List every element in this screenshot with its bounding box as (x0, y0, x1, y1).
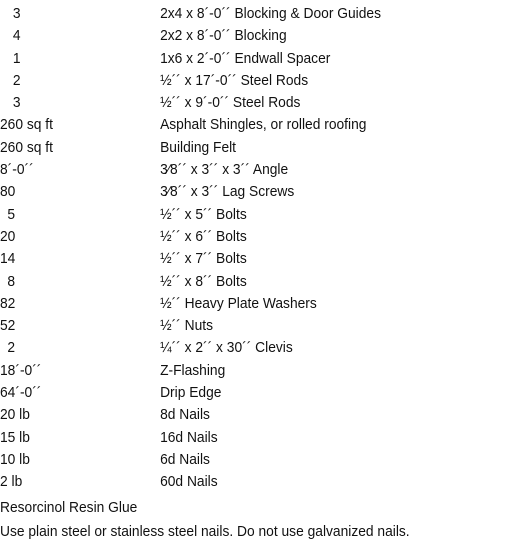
material-row (0, 137, 482, 159)
material-row (0, 181, 482, 203)
material-description: 6d Nails (160, 450, 210, 468)
material-description: Asphalt Shingles, or rolled roofing (160, 116, 367, 134)
material-quantity: 52 (0, 317, 16, 335)
material-row (0, 3, 482, 25)
material-row (0, 70, 482, 92)
material-row (0, 360, 482, 382)
material-quantity: 64´-0´´ (0, 384, 42, 402)
material-row (0, 48, 482, 70)
material-description: 8d Nails (160, 406, 210, 424)
material-quantity: 2 (12, 71, 21, 89)
material-row (0, 25, 482, 47)
material-quantity: 10 lb (0, 450, 30, 468)
material-description: 2x2 x 8´-0´´ Blocking (160, 27, 287, 45)
nail-note: Use plain steel or stainless steel nails. Do not use galvanized nails. (0, 523, 410, 540)
material-row (0, 315, 482, 337)
glue-line: Resorcinol Resin Glue (0, 499, 138, 516)
material-quantity: 260 sq ft (0, 116, 53, 134)
material-row (0, 382, 482, 404)
material-row (0, 226, 482, 248)
material-quantity: 18´-0´´ (0, 361, 42, 379)
material-quantity: 2 (7, 339, 16, 357)
material-quantity: 82 (0, 294, 16, 312)
material-description: ½´´ Heavy Plate Washers (160, 294, 317, 312)
material-description: Z-Flashing (160, 361, 226, 379)
material-description: Building Felt (160, 138, 237, 156)
material-quantity: 4 (12, 27, 21, 45)
material-row (0, 471, 482, 493)
material-row (0, 449, 482, 471)
material-description: ½´´ x 17´-0´´ Steel Rods (160, 71, 309, 89)
material-description: ¼´´ x 2´´ x 30´´ Clevis (160, 339, 293, 357)
material-row (0, 293, 482, 315)
material-row (0, 404, 482, 426)
material-row (0, 271, 482, 293)
material-row (0, 248, 482, 270)
material-row (0, 159, 482, 181)
material-description: ½´´ Nuts (160, 317, 213, 335)
material-quantity: 3 (12, 5, 21, 22)
material-description: 60d Nails (160, 473, 218, 491)
material-description: ½´´ x 6´´ Bolts (160, 227, 247, 245)
material-quantity: 20 (0, 227, 16, 245)
material-description: ½´´ x 5´´ Bolts (160, 205, 247, 223)
material-quantity: 3 (12, 94, 21, 112)
material-quantity: 2 lb (0, 473, 23, 491)
material-description: 16d Nails (160, 428, 218, 446)
material-quantity: 20 lb (0, 406, 30, 424)
material-description: Drip Edge (160, 384, 222, 402)
material-quantity: 8´-0´´ (0, 161, 34, 179)
material-row (0, 204, 482, 226)
material-row (0, 427, 482, 449)
material-quantity: 8 (7, 272, 16, 290)
material-row (0, 114, 482, 136)
material-description: ½´´ x 9´-0´´ Steel Rods (160, 94, 301, 112)
material-description: 1x6 x 2´-0´´ Endwall Spacer (160, 49, 331, 67)
material-quantity: 5 (7, 205, 16, 223)
material-description: ½´´ x 7´´ Bolts (160, 250, 247, 268)
material-description: ½´´ x 8´´ Bolts (160, 272, 247, 290)
material-description: 3⁄8´´ x 3´´ Lag Screws (160, 183, 295, 201)
material-quantity: 1 (12, 49, 21, 67)
material-quantity: 260 sq ft (0, 138, 53, 156)
materials-list (0, 3, 524, 494)
material-quantity: 80 (0, 183, 16, 201)
material-quantity: 14 (0, 250, 16, 268)
material-quantity: 15 lb (0, 428, 30, 446)
material-row (0, 337, 482, 359)
material-description: 2x4 x 8´-0´´ Blocking & Door Guides (160, 5, 381, 22)
material-row (0, 92, 482, 114)
material-description: 3⁄8´´ x 3´´ x 3´´ Angle (160, 161, 289, 179)
